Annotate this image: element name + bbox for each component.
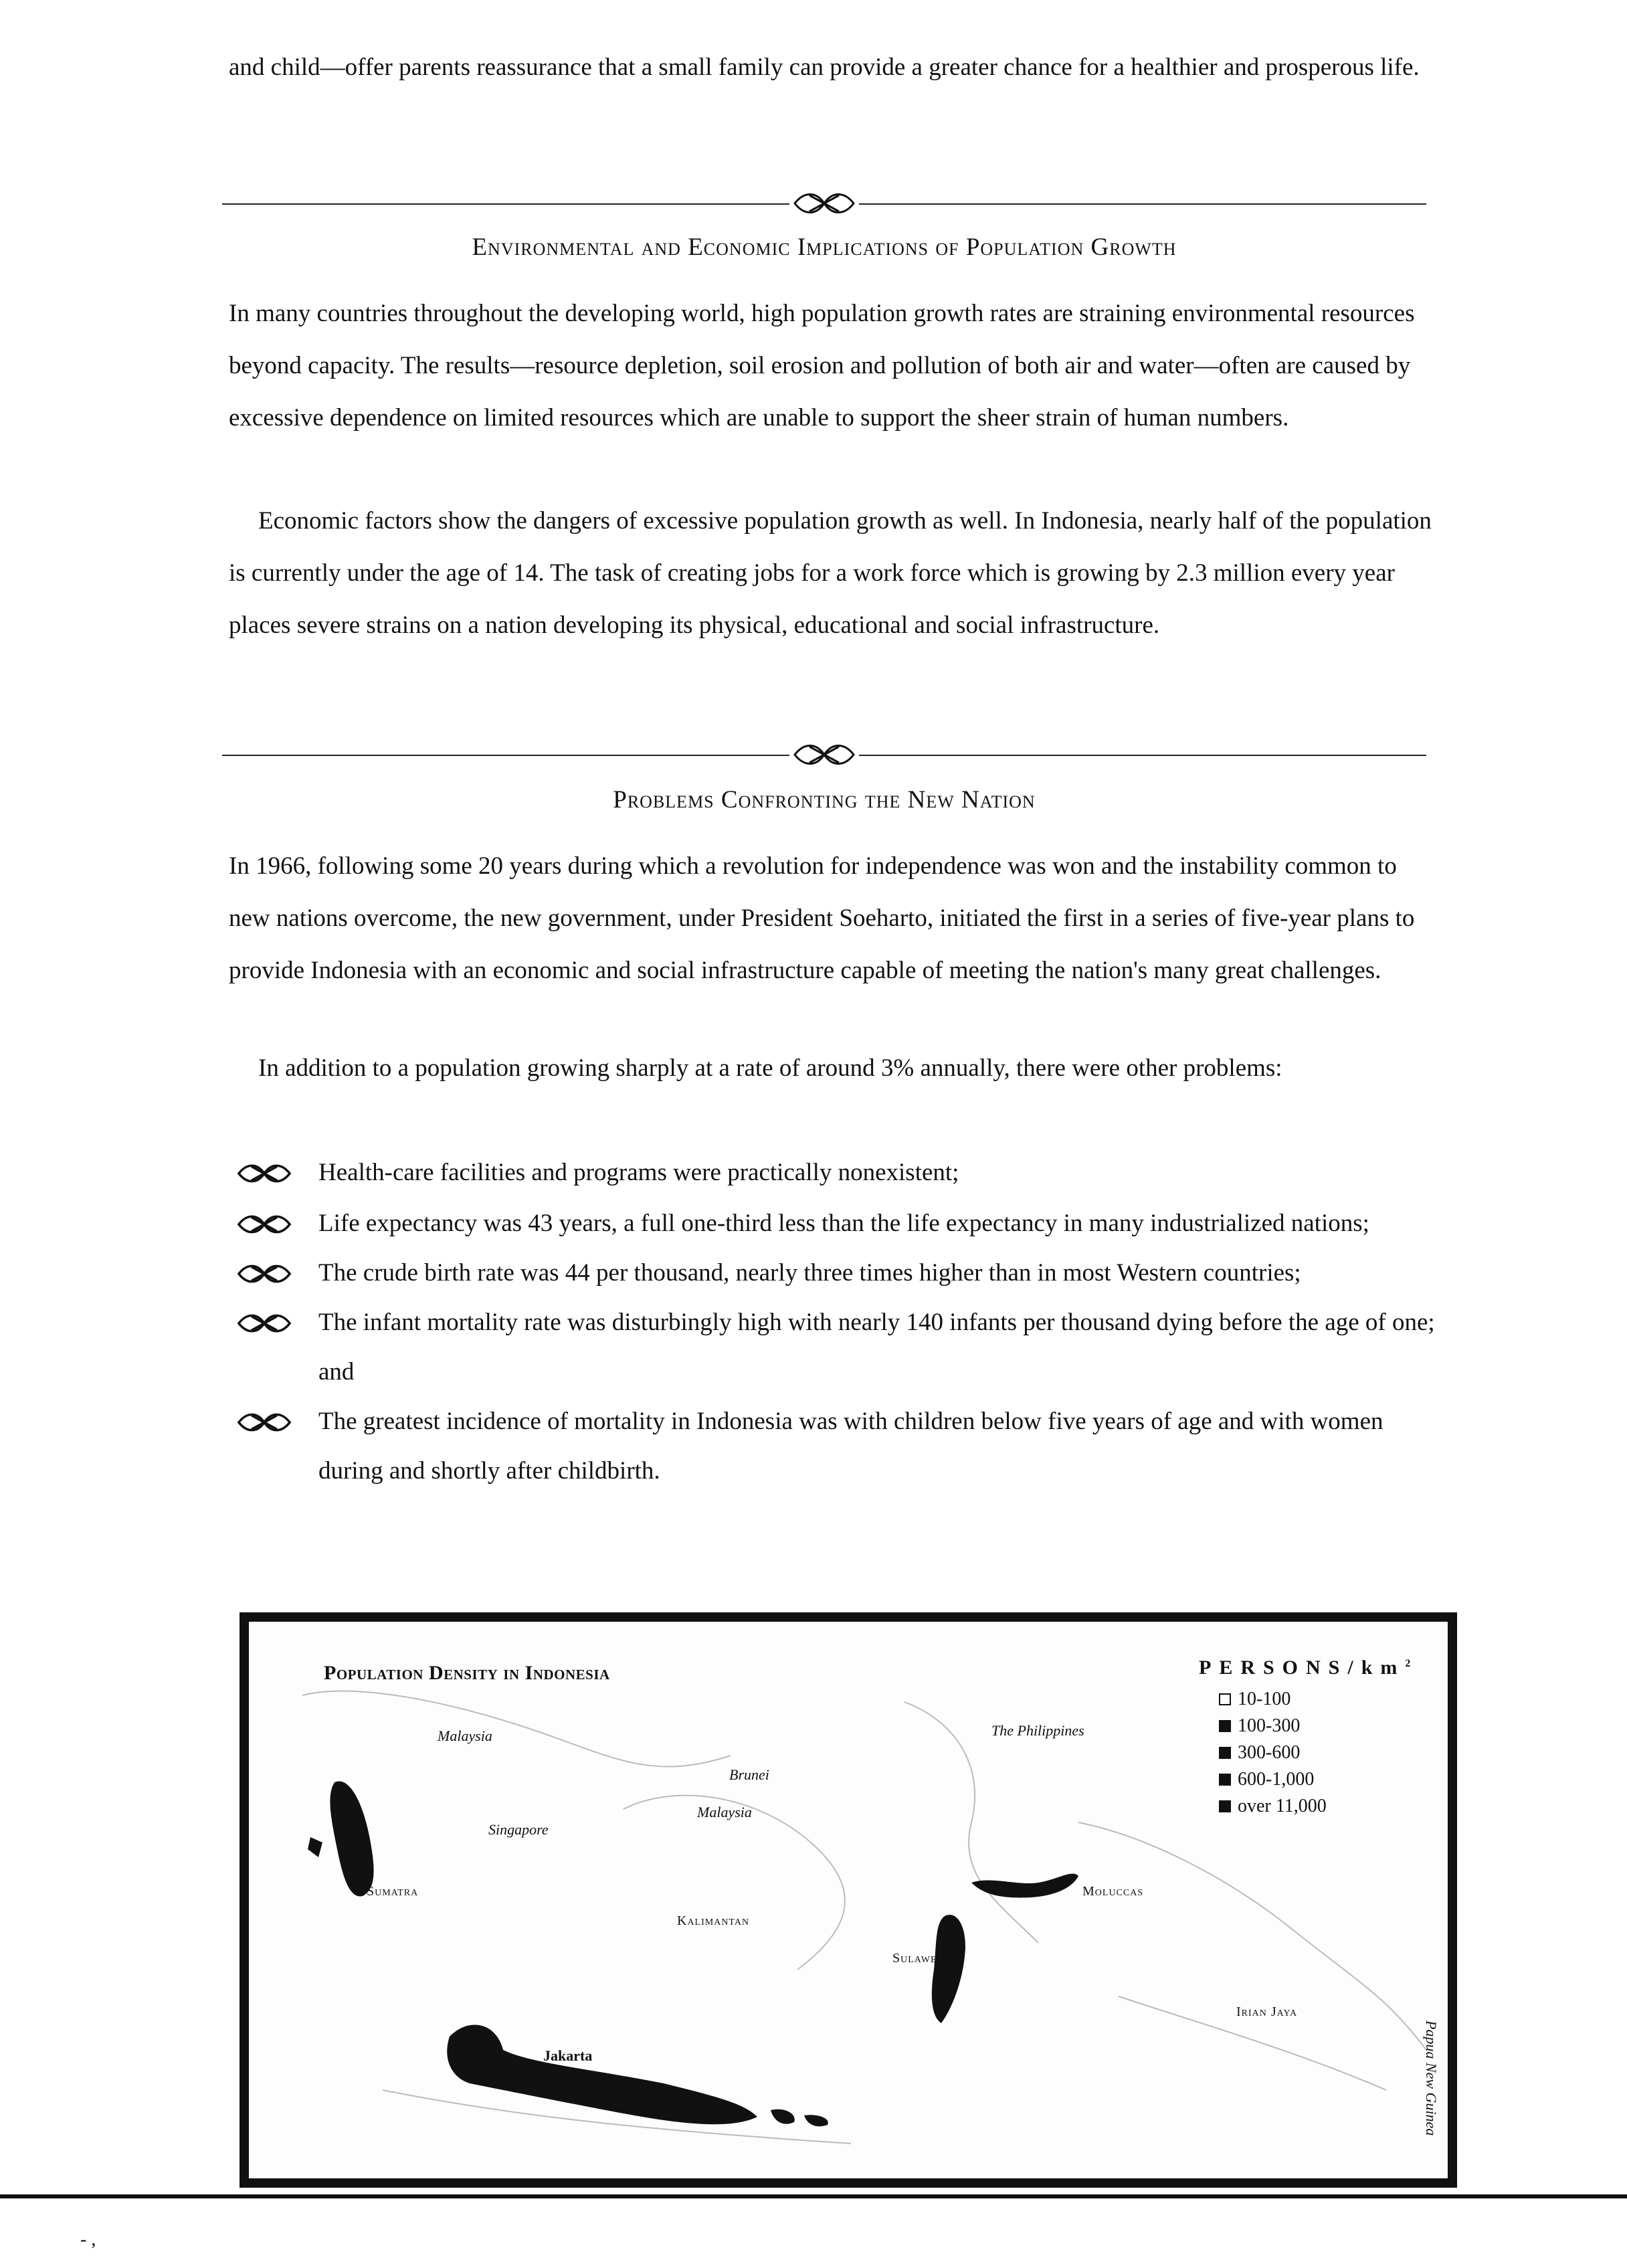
- moluccas-dense: [971, 1874, 1078, 1898]
- map-label-kalimantan: Kalimantan: [677, 1913, 750, 1928]
- legend-item-label: 600-1,000: [1238, 1769, 1315, 1790]
- legend-swatch: [1219, 1800, 1231, 1812]
- knot-bullet-icon: [234, 1160, 294, 1187]
- legend-title: [1199, 1657, 1440, 1679]
- knot-ornament-icon: [789, 190, 859, 217]
- legend-swatch: [1219, 1774, 1231, 1786]
- map-label-malaysia-east: Malaysia: [697, 1804, 752, 1820]
- map-label-sumatra: Sumatra: [367, 1884, 419, 1899]
- list-item-text: The infant mortality rate was disturbingly high with nearly 140 infants per thousand dying before the age of one; and: [318, 1309, 1435, 1386]
- legend-list: [1219, 1686, 1440, 1820]
- page-bottom-rule: [0, 2194, 1627, 2198]
- legend-item-label: over 11,000: [1238, 1796, 1327, 1816]
- intro-paragraph: and child—offer parents reassurance that a small family can provide a greater chance for a healthier and prosperous life.: [229, 54, 1420, 81]
- section-divider: [222, 741, 1426, 768]
- legend-item-label: 300-600: [1238, 1742, 1301, 1763]
- legend-item: [1219, 1766, 1440, 1793]
- list-item-text: The greatest incidence of mortality in Indonesia was with children below five years of age and with women during and shortly after childbirth.: [318, 1408, 1383, 1485]
- knot-ornament-icon: [789, 741, 859, 768]
- map-label-malaysia-west: Malaysia: [438, 1727, 492, 1744]
- list-item: [234, 1397, 1438, 1496]
- bali-lombok: [771, 2109, 828, 2127]
- section-heading-problems: Problems Confronting the New Nation: [613, 786, 1036, 814]
- density-shapes: [308, 1781, 1078, 2126]
- paragraph-environment: In many countries throughout the developing world, high population growth rates are straining environmental resources beyond capacity. The results—resource depletion, soil erosion and pollution of both air and water—often are caused by excessive dependence on limited resources which are unable to support the sheer strain of human numbers.: [229, 300, 1415, 432]
- map-title: Population Density in Indonesia: [324, 1662, 610, 1684]
- list-item-text: Health-care facilities and programs were practically nonexistent;: [318, 1159, 959, 1186]
- map-label-singapore: Singapore: [488, 1821, 549, 1838]
- map-label-philippines: The Philippines: [991, 1722, 1084, 1739]
- map-label-moluccas: Moluccas: [1082, 1884, 1144, 1899]
- list-item: [234, 1199, 1438, 1248]
- knot-bullet-icon: [234, 1211, 294, 1238]
- sulawesi-dense: [932, 1915, 965, 2023]
- knot-bullet-icon: [234, 1260, 294, 1287]
- map-legend: [1199, 1657, 1440, 1820]
- legend-item-label: 10-100: [1238, 1689, 1291, 1709]
- legend-swatch: [1219, 1747, 1231, 1759]
- list-item-text: Life expectancy was 43 years, a full one-third less than the life expectancy in many industrialized nations;: [318, 1210, 1369, 1237]
- paragraph-other-problems: In addition to a population growing sharply at a rate of around 3% annually, there were other problems:: [258, 1054, 1282, 1082]
- problems-list: [234, 1148, 1438, 1496]
- sumatra-islet: [308, 1837, 322, 1857]
- list-item: [234, 1248, 1438, 1298]
- list-item: [234, 1298, 1438, 1397]
- knot-bullet-icon: [234, 1310, 294, 1337]
- map-label-brunei: Brunei: [729, 1766, 769, 1783]
- legend-title-superscript: 2: [1405, 1658, 1411, 1669]
- legend-item: [1219, 1739, 1440, 1766]
- legend-swatch: [1219, 1720, 1231, 1732]
- map-label-irian-jaya: Irian Jaya: [1236, 2004, 1298, 2019]
- section-divider: [222, 190, 1426, 217]
- map-label-papua: Papua New Guinea: [1423, 2020, 1440, 2136]
- map-label-sulawesi: Sulawesi: [892, 1951, 947, 1966]
- list-item-text: The crude birth rate was 44 per thousand, nearly three times higher than in most Western countries;: [318, 1259, 1301, 1287]
- legend-swatch: [1219, 1693, 1231, 1705]
- legend-item-label: 100-300: [1238, 1715, 1301, 1736]
- sumatra-dense: [330, 1781, 373, 1896]
- legend-title-text: PERSONS/km: [1199, 1657, 1406, 1679]
- legend-item: [1219, 1686, 1440, 1713]
- population-density-map: [240, 1612, 1457, 2188]
- map-label-jakarta: Jakarta: [543, 2047, 593, 2064]
- legend-item: [1219, 1793, 1440, 1820]
- section-heading-environment: Environmental and Economic Implications of Population Growth: [472, 233, 1177, 261]
- paragraph-1966: In 1966, following some 20 years during which a revolution for independence was won and the instability common to new nations overcome, the new government, under President Soeharto, initiated the first in a series of five-year plans to provide Indonesia with an economic and social infrastructure capable of meeting the nation's many great challenges.: [229, 852, 1415, 984]
- legend-item: [1219, 1713, 1440, 1739]
- list-item: [234, 1148, 1438, 1198]
- page-corner-mark: - ,: [80, 2229, 96, 2250]
- knot-bullet-icon: [234, 1409, 294, 1436]
- paragraph-economic: Economic factors show the dangers of excessive population growth as well. In Indonesia, nearly half of the population is currently under the age of 14. The task of creating jobs for a work force which is growing by 2.3 million every year places severe strains on a nation developing its physical, educational and social infrastructure.: [229, 507, 1432, 639]
